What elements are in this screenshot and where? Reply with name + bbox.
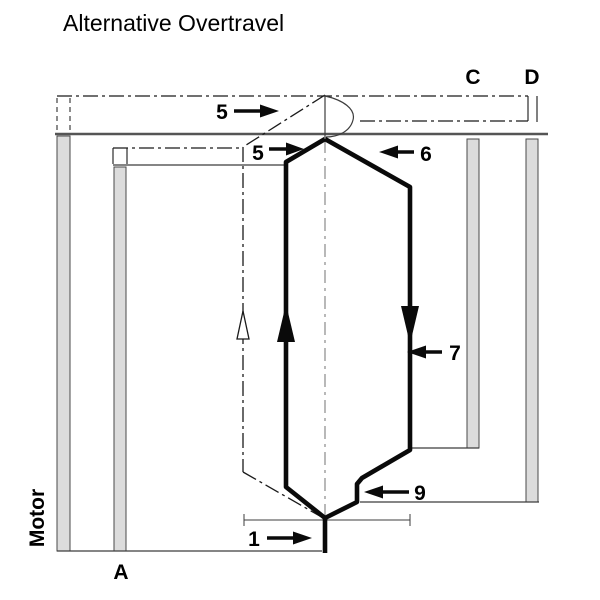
- guide-bar-d: [526, 139, 538, 502]
- label-step-7: 7: [449, 342, 461, 365]
- motor-guide-bar: [57, 136, 70, 551]
- tilted-tool-diagonal-top: [243, 95, 325, 147]
- callout-arrow-1: [267, 532, 312, 545]
- label-switch-c: C: [465, 66, 481, 89]
- label-step-6: 6: [420, 143, 432, 166]
- callout-arrow-9: [364, 486, 409, 499]
- label-step-1: 1: [248, 528, 260, 551]
- tool-tip-bulge-outline: [325, 96, 353, 137]
- label-step-9: 9: [414, 482, 426, 505]
- label-step-5-mid: 5: [252, 142, 264, 165]
- label-motor: Motor: [26, 488, 49, 548]
- travel-path-left: [286, 139, 325, 518]
- label-switch-d: D: [524, 66, 540, 89]
- callout-arrow-5-top: [234, 105, 279, 118]
- guide-bar-c: [467, 139, 479, 448]
- guide-bar-a: [114, 167, 126, 551]
- up-direction-arrow: [277, 304, 295, 342]
- figure-title: Alternative Overtravel: [63, 10, 285, 36]
- down-direction-arrow: [401, 306, 419, 344]
- label-switch-a: A: [113, 561, 129, 584]
- travel-path-right: [325, 139, 410, 518]
- callout-arrow-6: [379, 146, 414, 159]
- label-step-5-top: 5: [216, 101, 228, 124]
- hollow-up-arrow: [237, 311, 249, 339]
